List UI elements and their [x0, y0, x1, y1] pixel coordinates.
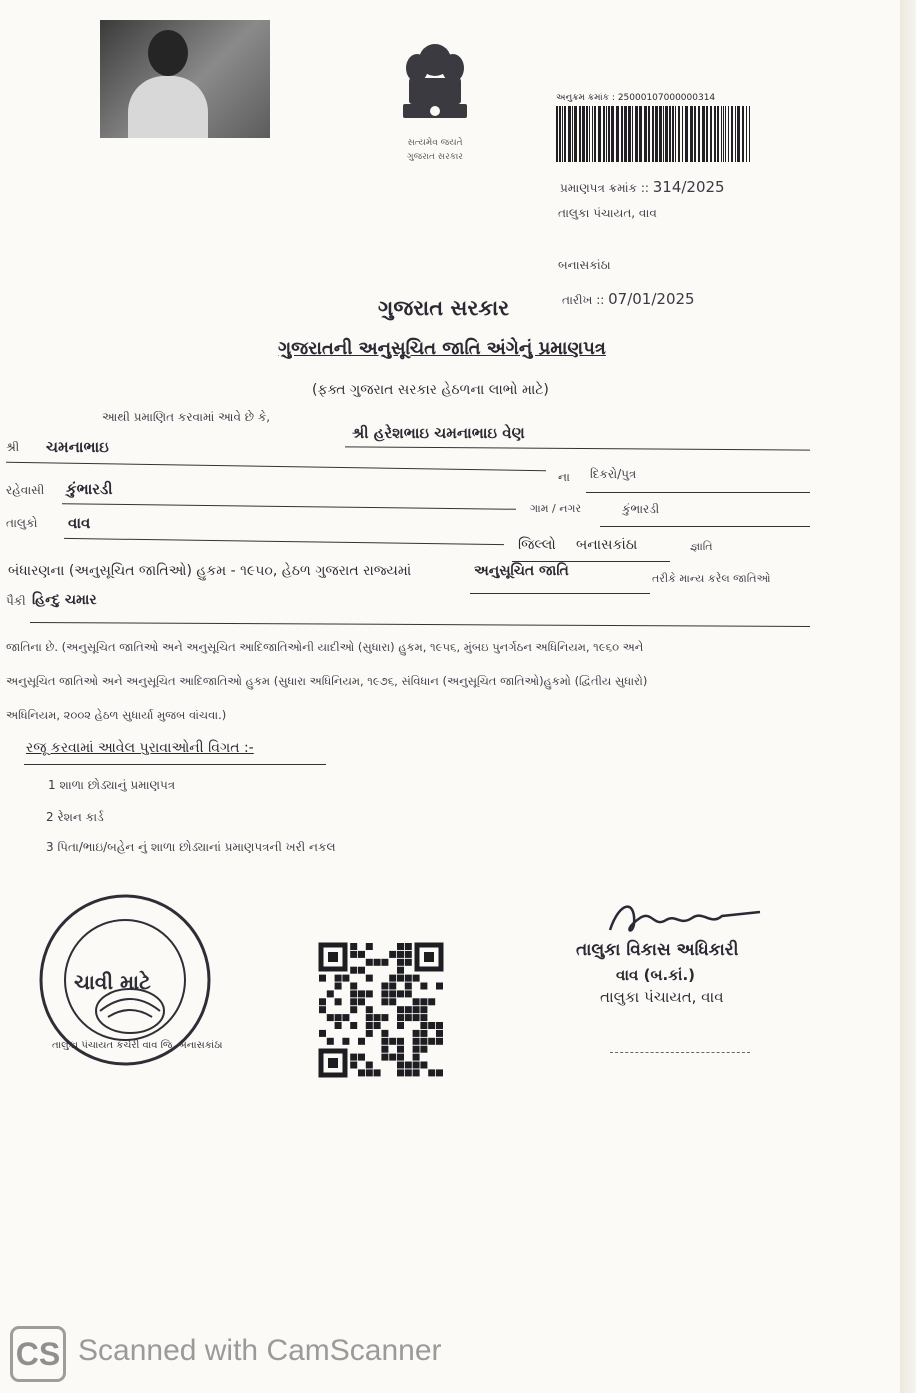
serial-number: 25000107000000314: [617, 93, 716, 103]
taluka-label: તાલુકો: [6, 516, 38, 530]
serial-row: અનુક્રમ ક્રમાંક : 25000107000000314: [556, 93, 716, 103]
cert-number: 314/2025: [652, 178, 725, 196]
signatory-dotted-line: [610, 1052, 750, 1053]
father-prefix: શ્રી: [6, 440, 20, 454]
taluka-line: [64, 538, 504, 545]
evidence-heading: રજૂ કરવામાં આવેલ પુરાવાઓની વિગત :-: [26, 740, 254, 756]
ashoka-emblem-icon: [393, 42, 477, 134]
order-text: બંધારણના (અનુસૂચિત જાતિઓ) હુકમ - ૧૯૫૦, હેઠળ ગુજરાત રાજ્યમાં: [8, 563, 412, 579]
date-row: [562, 290, 695, 308]
serial-label: અનુક્રમ ક્રમાંક: [556, 93, 610, 103]
government-heading: ગુજરાત સરકાર: [378, 296, 510, 320]
father-name-line: [6, 462, 546, 471]
village-label: ગામ / નગર: [530, 502, 582, 515]
camscanner-watermark: [10, 1326, 540, 1382]
applicant-photo: [100, 20, 270, 138]
resident-line: [62, 503, 516, 510]
caste-prefix: પૈકી: [6, 594, 26, 608]
camscanner-text: Scanned with CamScanner: [78, 1334, 442, 1367]
resident-value: કુંભારડી: [66, 480, 113, 498]
village-line: [600, 526, 810, 527]
caste-line: [30, 622, 810, 627]
emblem-caption-2: ગુજરાત સરકાર: [407, 152, 463, 162]
holder-name-line: [345, 446, 810, 450]
cert-number-row: [560, 178, 725, 196]
evidence-heading-line: [24, 764, 326, 765]
district-value: બનાસકાંઠા: [576, 537, 638, 553]
para-line-2: અનુસૂચિત જાતિઓ અને અનુસૂચિત આદિજાતિઓ હુકમ (સુધારા અધિનિયમ, ૧૯૭૬, સંવિધાન (અનુસૂચિત જાતિઓ)હુકમો (દ્વિતીય સુધારો): [6, 674, 648, 688]
certificate-title: ગુજરાતની અનુસૂચિત જાતિ અંગેનું પ્રમાણપત્ર: [278, 338, 606, 359]
camscanner-logo-icon: CS: [10, 1326, 66, 1382]
relation-value: દિકરો/પુત્ર: [590, 467, 637, 481]
village-value: કુંભારડી: [622, 502, 660, 516]
holder-name: શ્રી હરેશભાઇ ચમનાભાઇ વેણ: [352, 424, 525, 442]
resident-label: રહેવાસી: [6, 483, 45, 497]
district-label: જિલ્લો: [518, 537, 556, 553]
cert-number-label: પ્રમાણપત્ર ક્રમાંક ::: [560, 181, 649, 195]
evidence-item-2: 2 રેશન કાર્ડ: [46, 810, 104, 824]
category-value: અનુસૂચિત જાતિ: [474, 563, 569, 579]
district-line: [512, 561, 670, 562]
caste-value: હિન્દુ ચમાર: [32, 592, 97, 608]
signatory-office: તાલુકા પંચાયત, વાવ: [600, 988, 724, 1006]
recognized-label: તરીકે માન્ય કરેલ જાતિઓ: [652, 572, 771, 585]
evidence-item-1: 1 શાળા છોડ્યાનું પ્રમાણપત્ર: [48, 778, 176, 792]
signatory-designation: તાલુકા વિકાસ અધિકારી: [576, 940, 739, 960]
seal-center-text: ચાવી માટે: [74, 970, 151, 994]
certificate-subtitle: (ફક્ત ગુજરાત સરકાર હેઠળના લાભો માટે): [312, 382, 549, 398]
para-line-3: અધિનિયમ, ૨૦૦૨ હેઠળ સુધાર્યા મુજબ વાંચવા.): [6, 708, 227, 722]
category-line: [470, 593, 650, 594]
issue-date: 07/01/2025: [608, 290, 695, 308]
relation-line: [586, 492, 810, 493]
certify-label: આથી પ્રમાણિત કરવામાં આવે છે કે,: [102, 410, 271, 424]
qr-code-icon: [318, 942, 444, 1078]
paper-edge: [900, 0, 916, 1393]
taluka-value: વાવ: [68, 514, 91, 532]
date-label: તારીખ ::: [562, 293, 605, 307]
signatory-place: વાવ (બ.કાં.): [616, 966, 696, 984]
evidence-item-3: 3 પિતા/ભાઇ/બહેન નું શાળા છોડ્યાનાં પ્રમાણપત્રની ખરી નકલ: [46, 840, 336, 854]
header-office: તાલુકા પંચાયત, વાવ: [558, 206, 657, 220]
barcode-icon: [556, 106, 756, 162]
seal-ring-text: તાલુકા પંચાયત કચેરી વાવ જિ. બનાસકાંઠા: [52, 1040, 223, 1051]
signature-icon: [600, 900, 770, 940]
header-district: બનાસકાંઠા: [558, 258, 611, 272]
emblem-caption-1: સત્યમેવ જયતે: [407, 138, 463, 148]
father-name: ચમનાભાઇ: [46, 438, 109, 456]
para-line-1: જાતિના છે. (અનુસૂચિત જાતિઓ અને અનુસૂચિત આદિજાતિઓની યાદીઓ (સુધારા) હુકમ, ૧૯૫૬, મુંબઇ પુનર્ગઠન અધિનિયમ, ૧૯૬૦ અને: [6, 640, 644, 654]
relation-label: ના: [558, 470, 570, 484]
community-label: જ્ઞાતિ: [690, 540, 713, 553]
